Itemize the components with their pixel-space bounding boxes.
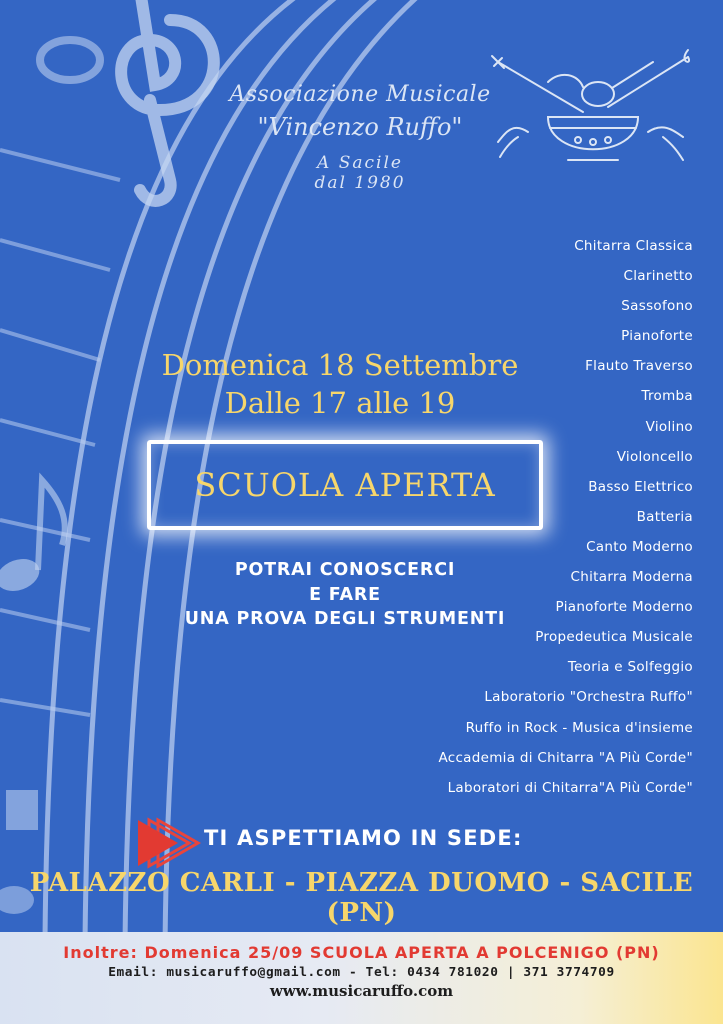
event-date: Domenica 18 Settembre xyxy=(161,348,519,382)
event-time: Dalle 17 alle 19 xyxy=(224,386,456,420)
instrument-item: Chitarra Classica xyxy=(574,238,693,254)
instrument-item: Ruffo in Rock - Musica d'insieme xyxy=(465,719,693,736)
invite-text xyxy=(170,558,520,632)
instrument-item: Chitarra Moderna xyxy=(570,569,693,586)
association-name xyxy=(215,82,505,193)
open-school-banner xyxy=(147,440,543,530)
instrument-item: Sassofono xyxy=(621,298,693,315)
musical-instruments-bowl-icon xyxy=(488,42,698,177)
website-link[interactable]: www.musicaruffo.com xyxy=(269,982,454,1000)
association-line-3: A Sacile xyxy=(317,153,403,173)
invite-line-3: UNA PROVA DEGLI STRUMENTI xyxy=(184,609,506,629)
event-date-block xyxy=(130,346,550,422)
invite-line-2: E FARE xyxy=(309,584,381,605)
instrument-item: Canto Moderno xyxy=(586,538,693,555)
footer-band xyxy=(0,932,723,1024)
instrument-item: Laboratorio "Orchestra Ruffo" xyxy=(484,689,693,706)
instrument-item: Clarinetto xyxy=(623,268,693,285)
instrument-item: Flauto Traverso xyxy=(585,358,693,375)
instrument-item: Batteria xyxy=(636,508,693,525)
association-line-2: "Vincenzo Ruffo" xyxy=(257,113,463,141)
instrument-item: Propedeutica Musicale xyxy=(535,629,693,646)
contact-info: Email: musicaruffo@gmail.com - Tel: 0434 781020 | 371 3774709 xyxy=(108,965,615,980)
instrument-item: Pianoforte xyxy=(621,328,693,345)
instrument-item: Pianoforte Moderno xyxy=(555,599,693,616)
venue-address: PALAZZO CARLI - PIAZZA DUOMO - SACILE (PN) xyxy=(29,868,694,928)
instrument-item: Violino xyxy=(645,418,693,435)
instrument-item: Laboratori di Chitarra"A Più Corde" xyxy=(447,779,693,796)
instrument-item: Tromba xyxy=(641,388,693,405)
association-line-1: Associazione Musicale xyxy=(229,82,491,107)
association-line-4: dal 1980 xyxy=(314,173,406,193)
wait-heading: TI ASPETTIAMO IN SEDE: xyxy=(204,826,523,850)
additional-event: Inoltre: Domenica 25/09 SCUOLA APERTA A POLCENIGO (PN) xyxy=(63,943,660,962)
instrument-item: Teoria e Solfeggio xyxy=(567,659,693,676)
play-arrows-icon xyxy=(136,816,202,870)
instrument-item: Violoncello xyxy=(616,448,693,465)
instrument-item: Basso Elettrico xyxy=(588,478,693,495)
invite-line-1: POTRAI CONOSCERCI xyxy=(234,560,456,580)
instrument-item: Accademia di Chitarra "A Più Corde" xyxy=(438,749,693,766)
event-title: SCUOLA APERTA xyxy=(194,466,496,504)
